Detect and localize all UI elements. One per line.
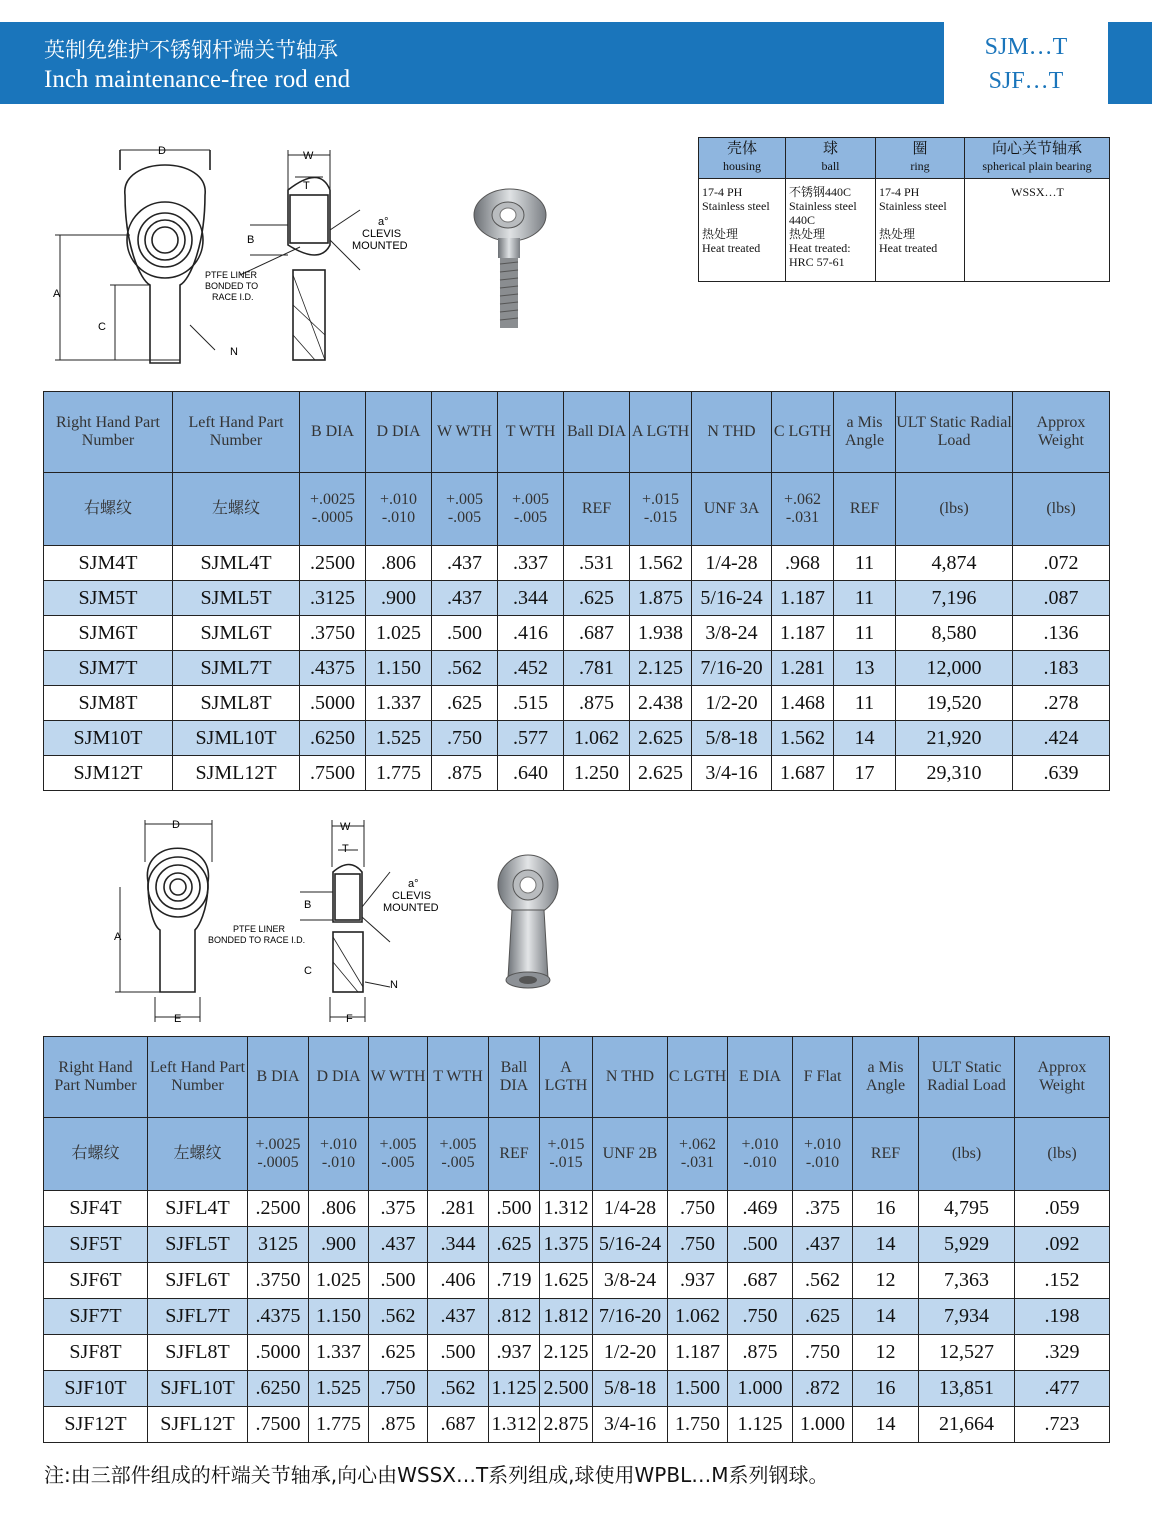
table-cell: 16 <box>853 1191 919 1227</box>
table-cell: 7/16-20 <box>692 651 772 686</box>
table-cell: 1.775 <box>309 1407 369 1443</box>
table-cell: .059 <box>1015 1191 1110 1227</box>
table-row <box>44 1335 1110 1371</box>
table-cell: 1.687 <box>772 756 834 791</box>
table-cell: .152 <box>1015 1263 1110 1299</box>
table-cell: .337 <box>498 546 564 581</box>
table-cell: SJFL8T <box>148 1335 248 1371</box>
table-cell: 5,929 <box>919 1227 1015 1263</box>
label2-f: F <box>346 1013 353 1025</box>
label-n: N <box>230 346 238 358</box>
table-cell: 12 <box>853 1263 919 1299</box>
table-cell: .344 <box>428 1227 489 1263</box>
table-cell: 1.468 <box>772 686 834 721</box>
table-cell: 7,196 <box>896 581 1013 616</box>
table-cell: SJML8T <box>173 686 300 721</box>
table-cell: .375 <box>793 1191 853 1227</box>
table-cell: 12,000 <box>896 651 1013 686</box>
table-cell: 1.062 <box>668 1299 728 1335</box>
table-cell: 1.150 <box>309 1299 369 1335</box>
materials-table <box>698 137 1110 282</box>
table-cell: .5000 <box>248 1335 309 1371</box>
mat-header-ring: 圈 ring <box>876 138 965 179</box>
table-cell: 1.562 <box>630 546 692 581</box>
table-cell: .875 <box>728 1335 793 1371</box>
female-rod-end-photo <box>490 850 570 995</box>
table-cell: .500 <box>728 1227 793 1263</box>
label2-ptfe: PTFE LINER <box>233 924 286 934</box>
table-cell: .781 <box>564 651 630 686</box>
table-cell: .937 <box>489 1335 540 1371</box>
table-cell: 11 <box>834 686 896 721</box>
table-cell: 1.062 <box>564 721 630 756</box>
table-cell: 12 <box>853 1335 919 1371</box>
mat-header-bearing: 向心关节轴承 spherical plain bearing <box>965 138 1110 179</box>
table-cell: 17 <box>834 756 896 791</box>
table-cell: 1.187 <box>772 616 834 651</box>
label2-n: N <box>390 979 398 991</box>
table-cell: SJFL10T <box>148 1371 248 1407</box>
table-row <box>44 1263 1110 1299</box>
table-cell: .198 <box>1015 1299 1110 1335</box>
table-cell: .072 <box>1013 546 1110 581</box>
table-cell: SJF12T <box>44 1407 148 1443</box>
mat-header-housing: 壳体 housing <box>699 138 786 179</box>
table-cell: .562 <box>432 651 498 686</box>
table-cell: 29,310 <box>896 756 1013 791</box>
label-ptfe: PTFE LINER <box>205 270 258 280</box>
side-tab <box>1108 22 1152 104</box>
label2-angle: a° <box>408 878 419 890</box>
t1-body <box>44 546 1110 791</box>
t2-body <box>44 1191 1110 1443</box>
table-cell: 5/8-18 <box>692 721 772 756</box>
table-cell: 1.187 <box>772 581 834 616</box>
table-cell: 3/8-24 <box>593 1263 668 1299</box>
footnote: 注:由三部件组成的杆端关节轴承,向心由WSSX…T系列组成,球使用WPBL…M系列钢球。 <box>44 1463 829 1487</box>
table-cell: .469 <box>728 1191 793 1227</box>
table-cell: 1/2-20 <box>692 686 772 721</box>
table-cell: .3750 <box>300 616 366 651</box>
title-banner <box>0 22 944 104</box>
table-cell: SJF10T <box>44 1371 148 1407</box>
table-cell: 1.025 <box>309 1263 369 1299</box>
table-cell: SJML7T <box>173 651 300 686</box>
table-cell: 19,520 <box>896 686 1013 721</box>
table-cell: 7/16-20 <box>593 1299 668 1335</box>
table-cell: .5000 <box>300 686 366 721</box>
table-row <box>44 721 1110 756</box>
table-cell: 4,795 <box>919 1191 1015 1227</box>
table-cell: .639 <box>1013 756 1110 791</box>
table-cell: 1/2-20 <box>593 1335 668 1371</box>
label2-b: B <box>304 899 312 911</box>
table-row <box>44 546 1110 581</box>
table-cell: SJF4T <box>44 1191 148 1227</box>
table-row <box>44 581 1110 616</box>
table-cell: .2500 <box>248 1191 309 1227</box>
label-clevis: CLEVIS <box>362 228 402 240</box>
table-cell: .875 <box>432 756 498 791</box>
label-d: D <box>158 145 166 157</box>
title-en: Inch maintenance-free rod end <box>44 66 351 93</box>
label2-c: C <box>304 965 312 977</box>
label-c: C <box>98 321 106 333</box>
table-cell: .900 <box>309 1227 369 1263</box>
mat-header-ball: 球 ball <box>786 138 876 179</box>
table-cell: SJF5T <box>44 1227 148 1263</box>
table-cell: 12,527 <box>919 1335 1015 1371</box>
table-cell: .406 <box>428 1263 489 1299</box>
table-cell: 1.281 <box>772 651 834 686</box>
title-cn: 英制免维护不锈钢杆端关节轴承 <box>44 38 338 62</box>
table-cell: 21,920 <box>896 721 1013 756</box>
table-cell: .437 <box>432 581 498 616</box>
table-cell: 1.125 <box>489 1371 540 1407</box>
table-cell: SJFL7T <box>148 1299 248 1335</box>
table-cell: 2.625 <box>630 756 692 791</box>
table-cell: .625 <box>564 581 630 616</box>
table-row <box>44 1227 1110 1263</box>
female-rod-end-diagram <box>100 812 470 1027</box>
table-cell: 1.312 <box>489 1407 540 1443</box>
table-cell: .7500 <box>248 1407 309 1443</box>
table-cell: 1.000 <box>728 1371 793 1407</box>
sjm-spec-table <box>43 391 1110 791</box>
table-row <box>44 756 1110 791</box>
table-cell: .562 <box>428 1371 489 1407</box>
table-cell: 2.125 <box>630 651 692 686</box>
label2-mounted: MOUNTED <box>383 902 439 914</box>
table-cell: SJFL5T <box>148 1227 248 1263</box>
table-cell: .437 <box>369 1227 428 1263</box>
table-cell: 1.625 <box>540 1263 593 1299</box>
table-cell: 5/8-18 <box>593 1371 668 1407</box>
table-cell: .329 <box>1015 1335 1110 1371</box>
label-race: RACE I.D. <box>212 292 254 302</box>
table-cell: 1.938 <box>630 616 692 651</box>
table-cell: 2.438 <box>630 686 692 721</box>
table-cell: 16 <box>853 1371 919 1407</box>
table-cell: .812 <box>489 1299 540 1335</box>
label-mounted: MOUNTED <box>352 240 408 252</box>
label2-d: D <box>172 819 180 831</box>
table-cell: .687 <box>428 1407 489 1443</box>
table-cell: .640 <box>498 756 564 791</box>
table-cell: 3125 <box>248 1227 309 1263</box>
table-cell: .6250 <box>248 1371 309 1407</box>
table-cell: .562 <box>793 1263 853 1299</box>
table-cell: .4375 <box>300 651 366 686</box>
table-cell: 5/16-24 <box>593 1227 668 1263</box>
table-cell: 8,580 <box>896 616 1013 651</box>
table-cell: .872 <box>793 1371 853 1407</box>
table-cell: SJFL12T <box>148 1407 248 1443</box>
table-cell: 2.125 <box>540 1335 593 1371</box>
table-cell: 1.500 <box>668 1371 728 1407</box>
table-cell: SJML4T <box>173 546 300 581</box>
table-cell: .2500 <box>300 546 366 581</box>
table-cell: 1.775 <box>366 756 432 791</box>
table-cell: 7,934 <box>919 1299 1015 1335</box>
table-cell: .562 <box>369 1299 428 1335</box>
table-cell: 2.625 <box>630 721 692 756</box>
table-cell: 2.875 <box>540 1407 593 1443</box>
table-cell: .136 <box>1013 616 1110 651</box>
table-cell: 1.525 <box>309 1371 369 1407</box>
table-cell: 1.150 <box>366 651 432 686</box>
table-cell: .750 <box>793 1335 853 1371</box>
table-cell: SJF7T <box>44 1299 148 1335</box>
mat-housing: 17-4 PH Stainless steel 热处理 Heat treated <box>699 179 786 282</box>
table-cell: 14 <box>853 1227 919 1263</box>
table-cell: SJM7T <box>44 651 173 686</box>
table-cell: .7500 <box>300 756 366 791</box>
table-cell: SJML12T <box>173 756 300 791</box>
table-cell: SJM10T <box>44 721 173 756</box>
table-cell: 1.337 <box>309 1335 369 1371</box>
table-cell: 11 <box>834 616 896 651</box>
mat-ring: 17-4 PH Stainless steel 热处理 Heat treated <box>876 179 965 282</box>
table-cell: .625 <box>793 1299 853 1335</box>
table-cell: 1.750 <box>668 1407 728 1443</box>
table-cell: .625 <box>432 686 498 721</box>
table-cell: .875 <box>369 1407 428 1443</box>
table-cell: .900 <box>366 581 432 616</box>
table-cell: SJM5T <box>44 581 173 616</box>
label2-w: W <box>340 821 351 833</box>
table-cell: 1.875 <box>630 581 692 616</box>
table-cell: 1/4-28 <box>593 1191 668 1227</box>
table-cell: .719 <box>489 1263 540 1299</box>
label-a: A <box>53 288 61 300</box>
t2-header-row-2: 右螺纹 左螺纹 +.0025 -.0005 +.010 -.010 +.005 -.005 +.005 -.005 REF +.015 -.015 UNF 2B +.062 -.031 +.010 -.010 +.010 -.010 REF (lbs) (lbs) <box>44 1118 1110 1191</box>
table-cell: .092 <box>1015 1227 1110 1263</box>
table-cell: SJM4T <box>44 546 173 581</box>
table-cell: .278 <box>1013 686 1110 721</box>
table-cell: .531 <box>564 546 630 581</box>
table-cell: .437 <box>428 1299 489 1335</box>
table-row <box>44 686 1110 721</box>
male-rod-end-photo <box>460 180 560 335</box>
table-cell: .424 <box>1013 721 1110 756</box>
label-b: B <box>247 234 255 246</box>
table-cell: 1.187 <box>668 1335 728 1371</box>
table-cell: 3/8-24 <box>692 616 772 651</box>
table-cell: .806 <box>309 1191 369 1227</box>
mat-ball: 不锈钢440C Stainless steel 440C 热处理 Heat treated: HRC 57-61 <box>786 179 876 282</box>
table-cell: .723 <box>1015 1407 1110 1443</box>
table-cell: .437 <box>793 1227 853 1263</box>
table-cell: .625 <box>489 1227 540 1263</box>
table-cell: 14 <box>834 721 896 756</box>
table-cell: .750 <box>432 721 498 756</box>
male-rod-end-diagram <box>40 135 440 365</box>
table-cell: SJML6T <box>173 616 300 651</box>
table-cell: .500 <box>369 1263 428 1299</box>
table-cell: .183 <box>1013 651 1110 686</box>
label2-a: A <box>114 931 122 943</box>
table-cell: 4,874 <box>896 546 1013 581</box>
table-cell: .3750 <box>248 1263 309 1299</box>
table-cell: .500 <box>428 1335 489 1371</box>
table-cell: .477 <box>1015 1371 1110 1407</box>
table-cell: 11 <box>834 581 896 616</box>
label-w: W <box>303 150 314 162</box>
table-cell: SJF6T <box>44 1263 148 1299</box>
table-cell: 7,363 <box>919 1263 1015 1299</box>
table-cell: .875 <box>564 686 630 721</box>
table-cell: SJM6T <box>44 616 173 651</box>
table-cell: SJML10T <box>173 721 300 756</box>
table-cell: .937 <box>668 1263 728 1299</box>
table-cell: 1.337 <box>366 686 432 721</box>
table-cell: 1.812 <box>540 1299 593 1335</box>
table-cell: .687 <box>564 616 630 651</box>
table-cell: 2.500 <box>540 1371 593 1407</box>
series-sjm: SJM…T <box>984 34 1068 60</box>
table-cell: .515 <box>498 686 564 721</box>
label-angle: a° <box>378 216 389 228</box>
table-cell: 1.025 <box>366 616 432 651</box>
sjf-spec-table <box>43 1036 1110 1443</box>
table-cell: .087 <box>1013 581 1110 616</box>
label2-clevis: CLEVIS <box>392 890 432 902</box>
table-cell: 1.125 <box>728 1407 793 1443</box>
t1-header-row-1: Right Hand Part Number Left Hand Part Number B DIA D DIA W WTH T WTH Ball DIA A LGTH N THD C LGTH a Mis Angle ULT Static Radial Load Approx Weight <box>44 392 1110 473</box>
table-cell: .437 <box>432 546 498 581</box>
table-cell: SJM8T <box>44 686 173 721</box>
table-cell: 14 <box>853 1299 919 1335</box>
label-t: T <box>303 180 310 192</box>
table-row <box>44 616 1110 651</box>
table-cell: .344 <box>498 581 564 616</box>
table-cell: 1.250 <box>564 756 630 791</box>
table-cell: 3/4-16 <box>692 756 772 791</box>
table-row <box>44 1299 1110 1335</box>
table-cell: .687 <box>728 1263 793 1299</box>
table-cell: .577 <box>498 721 564 756</box>
label-bonded: BONDED TO <box>205 281 259 291</box>
table-cell: 13,851 <box>919 1371 1015 1407</box>
table-cell: .416 <box>498 616 564 651</box>
table-cell: .625 <box>369 1335 428 1371</box>
table-cell: 13 <box>834 651 896 686</box>
table-cell: .3125 <box>300 581 366 616</box>
table-cell: .452 <box>498 651 564 686</box>
label2-t: T <box>342 843 349 855</box>
table-cell: SJML5T <box>173 581 300 616</box>
table-cell: .750 <box>668 1227 728 1263</box>
table-cell: .375 <box>369 1191 428 1227</box>
table-cell: .500 <box>432 616 498 651</box>
table-row <box>44 651 1110 686</box>
label2-bonded: BONDED TO RACE I.D. <box>208 935 306 945</box>
table-cell: .806 <box>366 546 432 581</box>
table-cell: SJM12T <box>44 756 173 791</box>
table-cell: 3/4-16 <box>593 1407 668 1443</box>
table-cell: 1.375 <box>540 1227 593 1263</box>
table-cell: 11 <box>834 546 896 581</box>
series-sjf: SJF…T <box>988 68 1064 94</box>
table-cell: 5/16-24 <box>692 581 772 616</box>
table-cell: 1/4-28 <box>692 546 772 581</box>
table-row <box>44 1407 1110 1443</box>
table-cell: .500 <box>489 1191 540 1227</box>
table-cell: .6250 <box>300 721 366 756</box>
series-label <box>948 30 1104 98</box>
table-cell: .750 <box>728 1299 793 1335</box>
mat-bearing: WSSX…T <box>965 179 1110 282</box>
table-cell: 14 <box>853 1407 919 1443</box>
table-cell: SJF8T <box>44 1335 148 1371</box>
table-cell: .750 <box>668 1191 728 1227</box>
table-cell: .4375 <box>248 1299 309 1335</box>
table-cell: .968 <box>772 546 834 581</box>
table-cell: .750 <box>369 1371 428 1407</box>
table-cell: .281 <box>428 1191 489 1227</box>
label2-e: E <box>174 1013 182 1025</box>
t2-header-row-1: Right Hand Part Number Left Hand Part Number B DIA D DIA W WTH T WTH Ball DIA A LGTH N THD C LGTH E DIA F Flat a Mis Angle ULT Static Radial Load Approx Weight <box>44 1037 1110 1118</box>
table-cell: 1.562 <box>772 721 834 756</box>
table-row <box>44 1191 1110 1227</box>
table-cell: 1.525 <box>366 721 432 756</box>
table-cell: SJFL4T <box>148 1191 248 1227</box>
table-cell: 1.000 <box>793 1407 853 1443</box>
t1-header-row-2: 右螺纹 左螺纹 +.0025 -.0005 +.010 -.010 +.005 -.005 +.005 -.005 REF +.015 -.015 UNF 3A +.062 -.031 REF (lbs) (lbs) <box>44 473 1110 546</box>
table-cell: 21,664 <box>919 1407 1015 1443</box>
table-row <box>44 1371 1110 1407</box>
table-cell: SJFL6T <box>148 1263 248 1299</box>
table-cell: 1.312 <box>540 1191 593 1227</box>
